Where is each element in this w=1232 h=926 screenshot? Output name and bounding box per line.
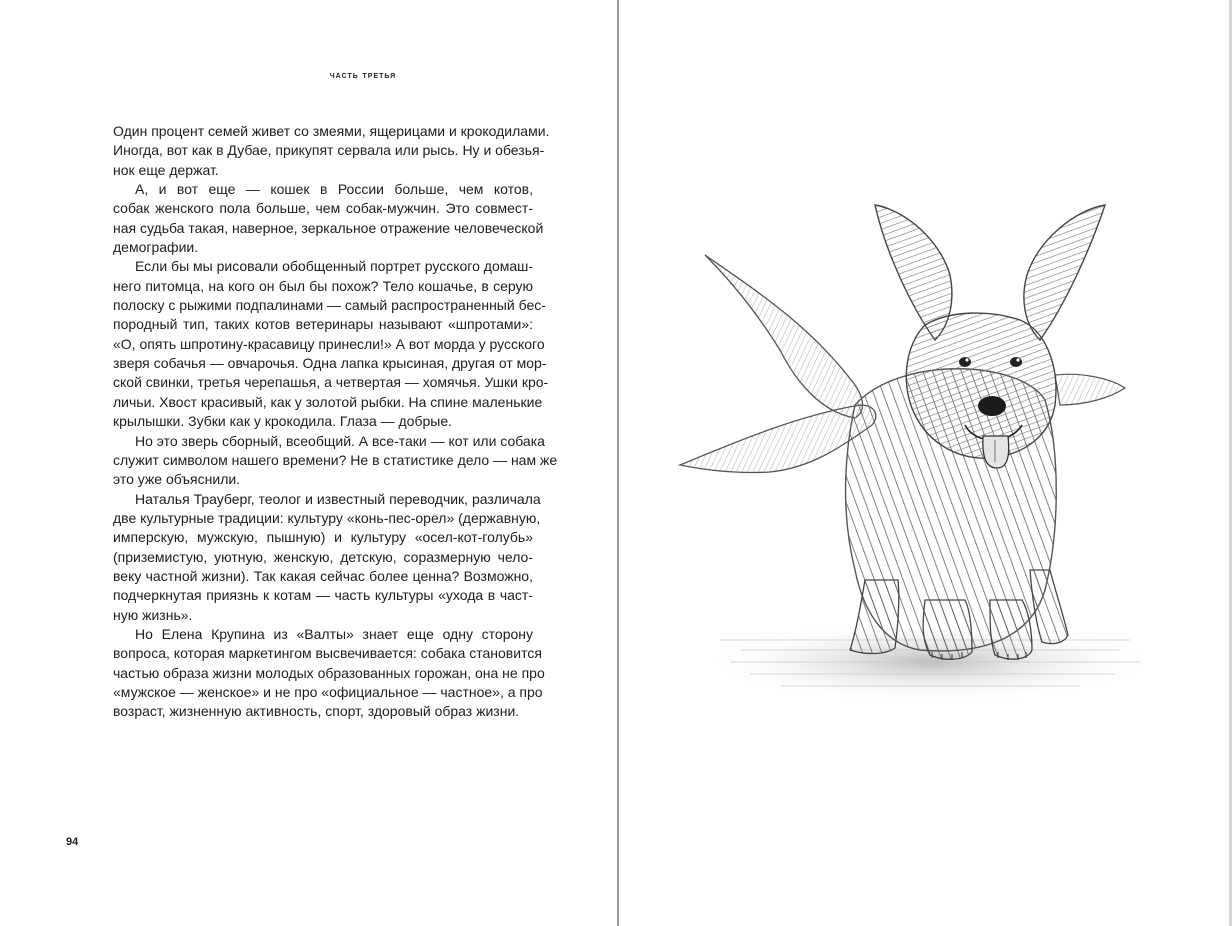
text-line: нок еще держат. [113,161,219,178]
text-line: «мужское — женское» и не про «официальное — частное», а про [113,683,543,700]
text-line: Наталья Трауберг, теолог и известный переводчик, различала [135,490,541,507]
text-line: личьи. Хвост красивый, как у золотой рыбки. На спине маленькие [113,393,543,410]
text-line: веку частной жизни). Так какая сейчас более ценна? Возможно, [113,567,533,584]
text-line: демографии. [113,239,199,256]
text-line: ная судьба такая, наверное, зеркальное отражение человеческой [113,219,544,236]
text-line: две культурные традиции: культуру «конь-пес-орел» (державную, [113,509,541,526]
text-line: крылышки. Зубки как у крокодила. Глаза — добрые. [113,413,453,430]
text-line: ской свинки, третья черепашья, а четвертая — хомячья. Ушки кро- [113,374,549,391]
text-line: имперскую, мужскую, пышную) и культуру «осел-кот-голубь» [113,529,533,546]
text-line: породный тип, таких котов ветеринары называют «шпротами»: [113,316,533,333]
page-number: 94 [66,836,79,848]
text-line: ную жизнь». [113,606,193,623]
text-line: зверя собачья — овчарочья. Одна лапка крысиная, другая от мор- [113,355,547,372]
text-line: него питомца, на кого он был бы похож? Тело кошачье, в серую [113,277,533,294]
text-line: собак женского пола больше, чем собак-мужчин. Это совмест- [113,200,533,217]
text-line: А, и вот еще — кошек в России больше, чем котов, [135,181,533,198]
text-line: вопроса, которая маркетингом высвечивается: собака становится [113,645,542,662]
text-line: «О, опять шпротину-красавицу принесли!» А вот морда у русского [113,335,545,352]
text-line: полоску с рыжими подпалинами — самый распространенный бес- [113,297,546,314]
text-line: Но Елена Крупина из «Валты» знает еще одну сторону [135,625,533,642]
text-line: Иногда, вот как в Дубае, прикупят сервала или рысь. Ну и обезья- [113,142,545,159]
text-line: Если бы мы рисовали обобщенный портрет русского домаш- [135,258,534,275]
body-text [113,122,558,722]
text-line: Один процент семей живет со змеями, ящерицами и крокодилами. [113,123,550,139]
winged-dog-illustration [660,150,1155,750]
text-line: возраст, жизненную активность, спорт, здоровый образ жизни. [113,703,520,720]
text-line: частью образа жизни молодых образованных горожан, она не про [113,664,545,681]
text-line: (приземистую, уютную, женскую, детскую, соразмерную чело- [113,548,533,565]
text-line: это уже объяснили. [113,471,241,488]
running-head: часть третья [329,70,397,81]
text-line: подчеркнутая приязнь к котам — часть культуры «ухода в част- [113,587,533,604]
text-line: Но это зверь сборный, всеобщий. А все-таки — кот или собака [135,432,545,449]
text-line: служит символом нашего времени? Не в статистике дело — нам же [113,451,558,468]
